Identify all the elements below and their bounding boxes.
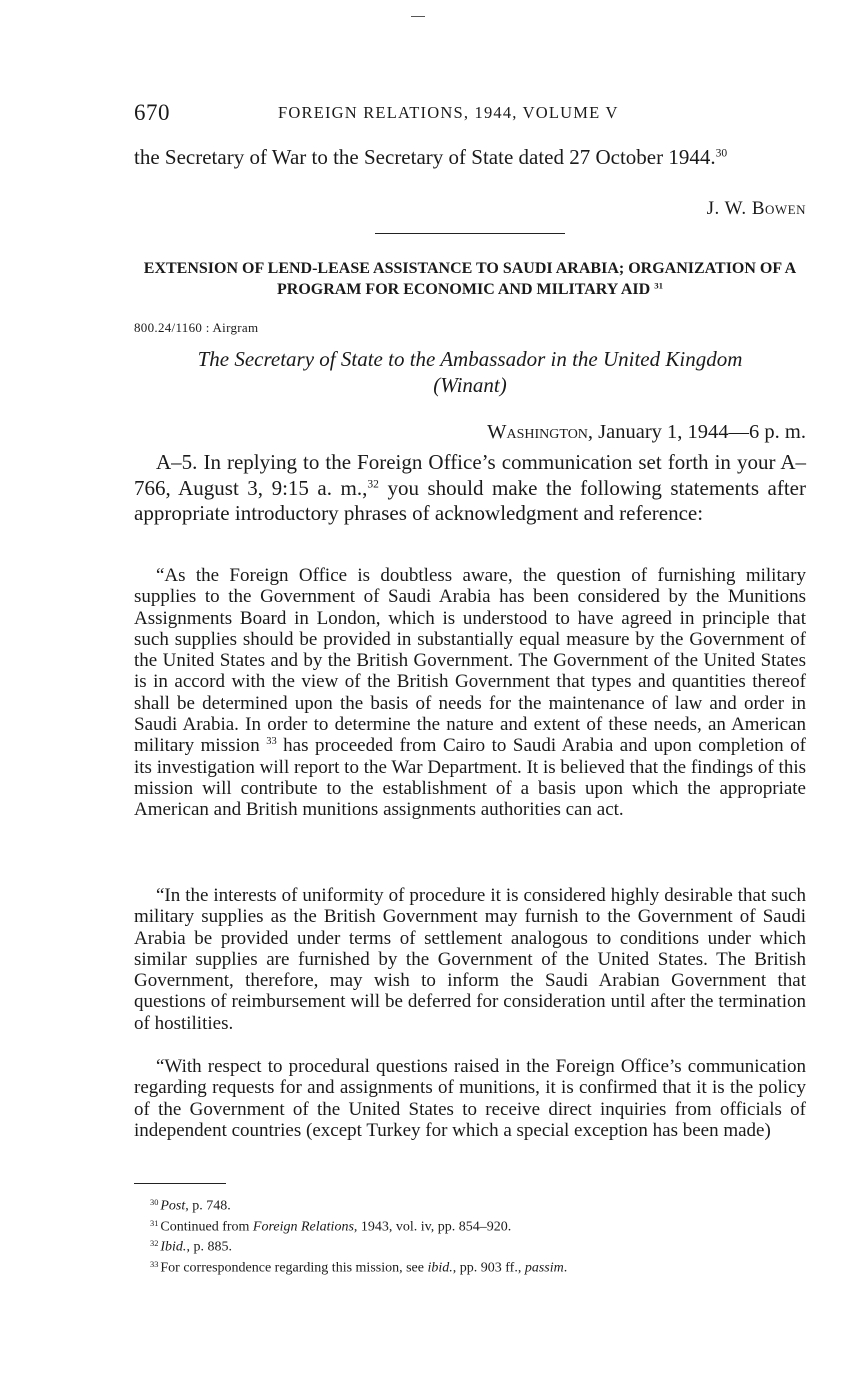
section-heading-text: EXTENSION OF LEND-LEASE ASSISTANCE TO SAUDI ARABIA; ORGANIZATION OF A PROGRAM FOR ECONOMIC AND MILITARY AID: [143, 260, 797, 298]
footnote-mark: 32: [150, 1239, 159, 1249]
footnote-mark: 33: [150, 1259, 159, 1269]
quote1-text-1: “As the Foreign Office is doubtless aware, the question of furnishing military supplies to the Government of Saudi Arabia has been considered by the Munitions Assignments Board in London, which is understood to have agreed in principle that such supplies should be provided in substantially equal measure by the Government of the United States and by the British Government. The Government of the United States is in accord with the view of the British Government that types and quantities thereof shall be determined upon the basis of needs for the maintenance of law and order in Saudi Arabia. In order to determine the nature and extent of these needs, an American military mission: [134, 565, 806, 757]
continuation-text: the Secretary of War to the Secretary of State dated 27 October 1944.: [134, 145, 716, 169]
footnote-mark: 31: [150, 1218, 159, 1228]
footnote-text: , p. 885.: [186, 1239, 232, 1255]
footnotes: [150, 1194, 810, 1276]
dateline-date: , January 1, 1944—6 p. m.: [587, 421, 806, 443]
section-heading: [134, 258, 806, 300]
page-number: 670: [134, 100, 170, 125]
signature-initials: J. W.: [706, 198, 752, 219]
section-divider: [375, 233, 565, 234]
footnote-ref-32[interactable]: 32: [367, 478, 379, 490]
footnote-text: , p. 748.: [185, 1198, 231, 1214]
footnote-italic: Foreign Relations: [252, 1219, 354, 1235]
footnote-32: [150, 1235, 810, 1256]
footnote-text: For correspondence regarding this mission, see: [160, 1260, 428, 1276]
footnote-italic: Ibid.: [160, 1239, 187, 1255]
footnote-31: [150, 1215, 810, 1236]
document-title-recipient: (Winant): [433, 373, 507, 397]
footnote-italic: ibid.: [427, 1260, 453, 1276]
dateline: [487, 421, 806, 444]
intro-text-2: you should make the following statements after appropriate introductory phrases of acknowledgment and reference:: [134, 475, 806, 525]
footnote-30: [150, 1194, 810, 1215]
quoted-paragraph-1: [134, 565, 806, 821]
footnote-33: [150, 1256, 810, 1277]
quote1-text-2: has proceeded from Cairo to Saudi Arabia and upon completion of its investigation will report to the War Department. It is believed that the findings of this mission will contribute to the establishment of a basis upon which the appropriate American and British munitions assignments authorities can act.: [134, 735, 806, 821]
intro-paragraph: [134, 450, 806, 527]
quoted-paragraph-2: “In the interests of uniformity of procedure it is considered highly desirable that such military supplies as the British Government may furnish to the Government of Saudi Arabia be provided under terms of settlement analogous to conditions under which similar supplies are furnished by the Government of the United States. The British Government, therefore, may wish to inform the Saudi Arabian Government that questions of reimbursement will be deferred for consideration until after the termination of hostilities.: [134, 885, 806, 1034]
file-reference: 800.24/1160 : Airgram: [134, 320, 259, 335]
intro-text-1: A–5. In replying to the Foreign Office’s communication set forth in your A–766, August 3, 9:15 a. m.,: [134, 450, 806, 500]
document-title: [134, 346, 806, 398]
quoted-paragraph-3: “With respect to procedural questions raised in the Foreign Office’s communication regarding requests for and assignments of munitions, it is confirmed that it is the policy of the Government of the United States to receive direct inquiries from officials of independent countries (except Turkey for which a special exception has been made): [134, 1056, 806, 1141]
footnote-text: , pp. 903 ff.,: [452, 1260, 525, 1276]
running-header: [134, 100, 806, 128]
signature: [707, 198, 806, 220]
footnote-divider: [134, 1183, 226, 1184]
footnote-text: , 1943, vol. iv, pp. 854–920.: [353, 1219, 512, 1235]
document-title-text: The Secretary of State to the Ambassador in the United Kingdom: [197, 347, 743, 371]
footnote-text: .: [563, 1260, 568, 1276]
footnote-mark: 30: [150, 1198, 159, 1207]
dateline-place: Washington: [487, 421, 588, 443]
footnote-italic: passim: [524, 1260, 564, 1276]
continuation-paragraph: [134, 145, 806, 170]
running-title: FOREIGN RELATIONS, 1944, VOLUME V: [278, 103, 619, 122]
footnote-italic: Post: [160, 1198, 186, 1214]
signature-name: Bowen: [751, 198, 806, 219]
footnote-ref-33[interactable]: 33: [266, 736, 277, 748]
top-margin-mark: [411, 16, 425, 17]
footnote-ref-30[interactable]: 30: [715, 147, 728, 160]
footnote-text: Continued from: [160, 1219, 253, 1235]
footnote-ref-31[interactable]: 31: [654, 280, 663, 291]
